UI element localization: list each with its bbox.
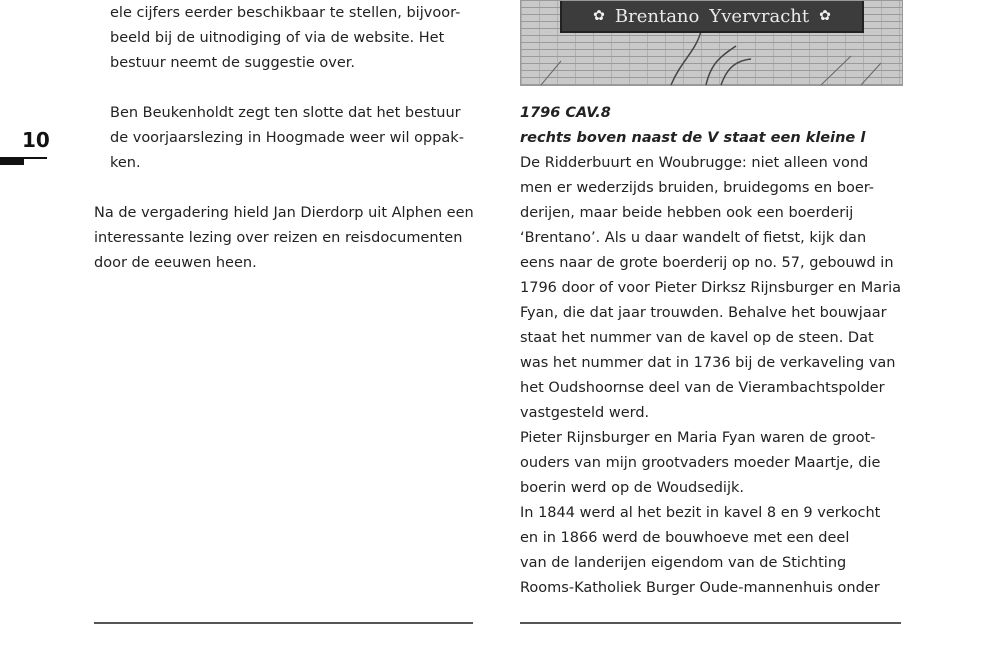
paragraph-line: derijen, maar beide hebben ook een boerderij	[520, 205, 854, 221]
paragraph-line: De Ridderbuurt en Woubrugge: niet alleen vond	[520, 155, 869, 171]
paragraph-line: en in 1866 werd de bouwhoeve met een deel	[520, 530, 850, 546]
paragraph-line: Fyan, die dat jaar trouwden. Behalve het bouwjaar	[520, 305, 887, 321]
paragraph-line: de voorjaarslezing in Hoogmade weer wil oppak-	[110, 130, 464, 146]
paragraph-line: staat het nummer van de kavel op de steen. Dat	[520, 330, 874, 346]
page-marker-bar	[0, 157, 24, 165]
paragraph-line: boerin werd op de Woudsedijk.	[520, 480, 744, 496]
brentano-sign	[560, 1, 864, 33]
flower-icon: ✿	[819, 8, 831, 24]
paragraph-line: Na de vergadering hield Jan Dierdorp uit Alphen een	[94, 205, 474, 221]
paragraph-line: Pieter Rijnsburger en Maria Fyan waren de groot-	[520, 430, 876, 446]
sign-text-right: Yvervracht	[709, 5, 810, 27]
paragraph-line: was het nummer dat in 1736 bij de verkaveling van	[520, 355, 896, 371]
paragraph-line: men er wederzijds bruiden, bruidegoms en boer-	[520, 180, 875, 196]
paragraph-line: ken.	[110, 155, 141, 171]
paragraph-line: Ben Beukenholdt zegt ten slotte dat het bestuur	[110, 105, 461, 121]
left-bottom-rule	[94, 622, 473, 624]
paragraph-line: van de landerijen eigendom van de Stichting	[520, 555, 847, 571]
farm-sign-photo	[520, 0, 903, 86]
photo-caption: 1796 CAV.8	[520, 105, 611, 121]
paragraph-line: In 1844 werd al het bezit in kavel 8 en 9 verkocht	[520, 505, 881, 521]
paragraph-line: ouders van mijn grootvaders moeder Maartje, die	[520, 455, 881, 471]
paragraph-line: interessante lezing over reizen en reisdocumenten	[94, 230, 463, 246]
photo-caption: rechts boven naast de V staat een kleine l	[520, 130, 866, 146]
page-number: 10	[22, 128, 50, 152]
right-bottom-rule	[520, 622, 901, 624]
paragraph-line: door de eeuwen heen.	[94, 255, 257, 271]
paragraph-line: ele cijfers eerder beschikbaar te stellen, bijvoor-	[110, 5, 461, 21]
flower-icon: ✿	[593, 8, 605, 24]
page-marker-line	[24, 157, 47, 159]
paragraph-line: bestuur neemt de suggestie over.	[110, 55, 355, 71]
paragraph-line: beeld bij de uitnodiging of via de website. Het	[110, 30, 445, 46]
paragraph-line: Rooms-Katholiek Burger Oude-mannenhuis onder	[520, 580, 880, 596]
paragraph-line: 1796 door of voor Pieter Dirksz Rijnsburger en Maria	[520, 280, 902, 296]
sign-text-left: Brentano	[614, 5, 700, 27]
paragraph-line: het Oudshoornse deel van de Vierambachtspolder	[520, 380, 885, 396]
paragraph-line: eens naar de grote boerderij op no. 57, gebouwd in	[520, 255, 894, 271]
paragraph-line: ‘Brentano’. Als u daar wandelt of fietst, kijk dan	[520, 230, 867, 246]
paragraph-line: vastgesteld werd.	[520, 405, 650, 421]
